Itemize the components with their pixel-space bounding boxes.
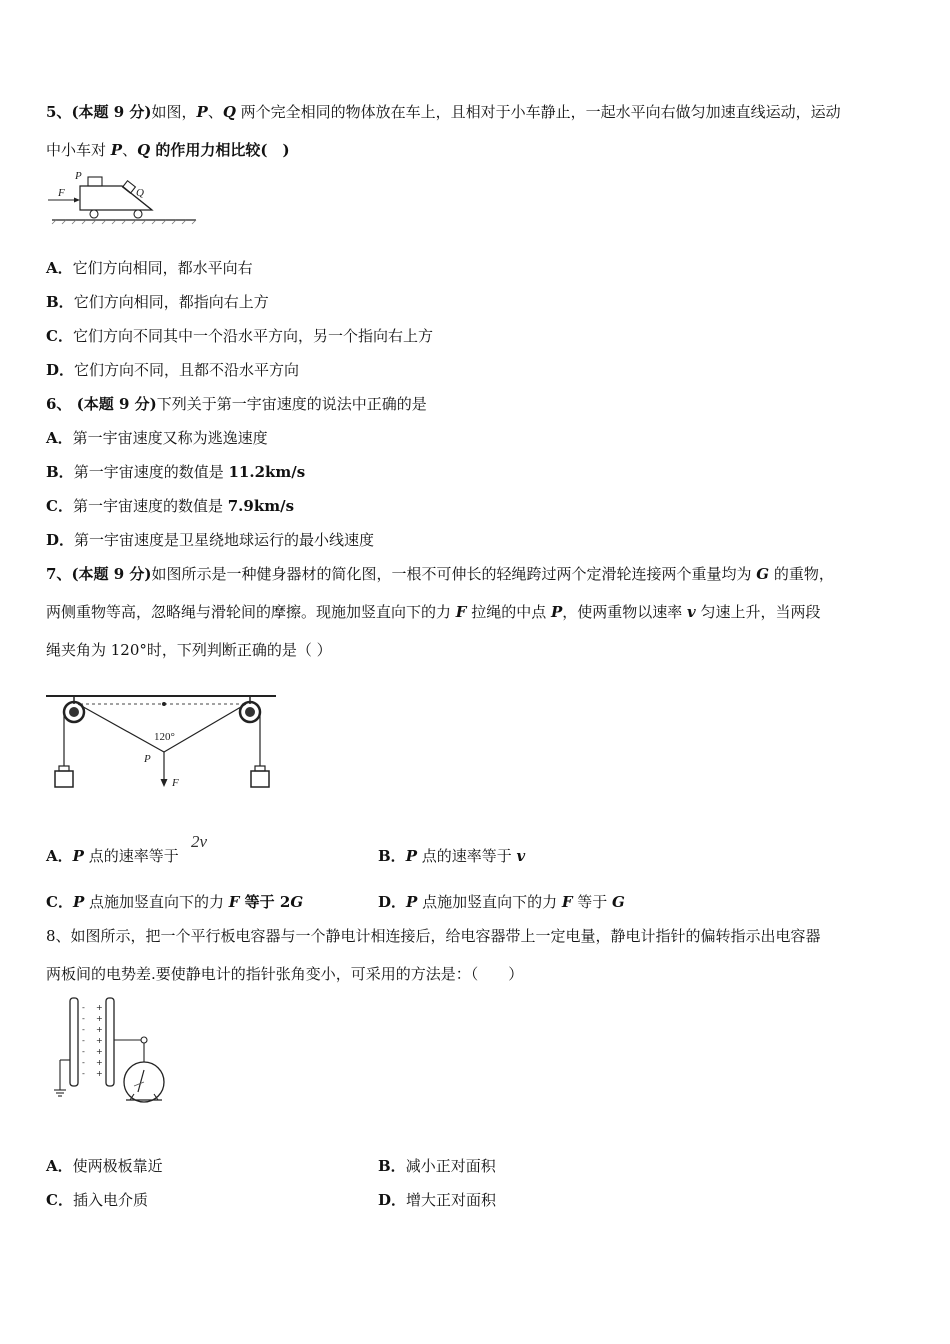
q6-option-a[interactable]	[46, 428, 268, 448]
option-text: 它们方向相同，都指向右上方	[73, 293, 269, 311]
q8-option-a[interactable]	[46, 1156, 163, 1176]
q7-text: 两侧重物等高，忽略绳与滑轮间的摩擦。现施加竖直向下的力	[46, 603, 456, 621]
option-key: A．	[46, 847, 73, 865]
svg-text:-: -	[82, 1036, 85, 1045]
q5-sep: 、	[207, 103, 223, 121]
q8-number: 8、	[46, 927, 71, 945]
q7-v: v	[687, 603, 696, 621]
svg-text:+: +	[96, 1069, 103, 1078]
q6-option-b[interactable]	[46, 462, 305, 482]
option-text: 点的速率等于	[416, 847, 517, 865]
svg-text:-: -	[82, 1014, 85, 1023]
q8-option-d[interactable]	[378, 1190, 496, 1210]
q5-number: 5、	[46, 103, 72, 121]
q5-option-a[interactable]	[46, 258, 253, 278]
q6-option-c[interactable]	[46, 496, 294, 516]
q8-figure-capacitor	[46, 994, 186, 1104]
q5-sep2: 、	[122, 141, 138, 159]
q5-q2: Q	[137, 141, 151, 159]
svg-text:+: +	[96, 1047, 103, 1056]
q5-q: Q	[222, 103, 236, 121]
svg-text:+: +	[96, 1014, 103, 1023]
option-key: B．	[46, 463, 74, 481]
q5-option-c[interactable]	[46, 326, 433, 346]
q5-text2a: 中小车对	[46, 141, 111, 159]
svg-text:-: -	[82, 1025, 85, 1034]
q5-option-d[interactable]	[46, 360, 299, 380]
option-key: C．	[46, 327, 73, 345]
svg-text:-: -	[82, 1069, 85, 1078]
q7-option-d[interactable]	[378, 892, 625, 912]
option-value: 11.2km/s	[228, 463, 306, 481]
q7-text: 如图所示是一种健身器材的简化图，一根不可伸长的轻绳跨过两个定滑轮连接两个重量均为	[151, 565, 757, 583]
q5-text-rest: 两个完全相同的物体放在车上，且相对于小车静止，一起水平向右做匀加速直线运动，运动	[235, 103, 841, 121]
q7-fig-label-f: F	[172, 777, 179, 789]
option-text: 第一宇宙速度又称为逃逸速度	[72, 429, 268, 447]
q7-option-b[interactable]	[378, 846, 525, 866]
option-v: v	[516, 847, 526, 865]
svg-text:+: +	[96, 1025, 103, 1034]
option-p: P	[406, 893, 418, 911]
option-key: D．	[378, 1191, 407, 1209]
svg-text:-: -	[82, 1003, 85, 1012]
q5-option-b[interactable]	[46, 292, 269, 312]
option-p: P	[72, 847, 84, 865]
q6-stem	[46, 394, 427, 414]
option-text: 等于 2	[239, 893, 291, 911]
q7-stem-line1	[46, 564, 834, 584]
q7-points: (本题 9 分)	[71, 565, 152, 583]
q5-fig-label-f: F	[58, 187, 65, 199]
option-text: 它们方向不同，且都不沿水平方向	[74, 361, 300, 379]
option-key: C．	[46, 497, 73, 515]
option-key: D．	[378, 893, 407, 911]
option-text: 点施加竖直向下的力	[417, 893, 562, 911]
q7-figure-pulleys	[44, 688, 278, 800]
q7-option-a[interactable]	[46, 846, 179, 866]
q8-stem-line1	[46, 926, 821, 946]
q5-stem-line2	[46, 140, 290, 160]
q7-g: G	[756, 565, 770, 583]
q7-fig-label-p: P	[144, 753, 151, 765]
svg-text:-: -	[82, 1047, 85, 1056]
option-f: F	[561, 893, 573, 911]
option-key: C．	[46, 1191, 73, 1209]
option-key: C．	[46, 893, 73, 911]
option-text: 第一宇宙速度的数值是	[72, 497, 228, 515]
svg-text:-: -	[82, 1058, 85, 1067]
option-key: A．	[46, 1157, 73, 1175]
option-g: G	[290, 893, 304, 911]
q5-text2b: 的作用力相比较( )	[150, 141, 290, 159]
q8-option-b[interactable]	[378, 1156, 496, 1176]
q7-stem-line2	[46, 602, 821, 622]
q7-number: 7、	[46, 565, 72, 583]
q7-text: 匀速上升，当两段	[695, 603, 821, 621]
option-g: G	[612, 893, 625, 911]
q7-text: 的重物，	[769, 565, 834, 583]
q5-fig-label-q: Q	[136, 187, 144, 199]
q7-p: P	[550, 603, 563, 621]
q7-text: 绳夹角为 120°时，下列判断正确的是（ ）	[46, 641, 332, 659]
q5-text: 如图，	[151, 103, 197, 121]
option-text: 第一宇宙速度是卫星绕地球运行的最小线速度	[74, 531, 375, 549]
q6-number: 6、	[46, 395, 72, 413]
q5-p: P	[196, 103, 208, 121]
option-value: 7.9km/s	[227, 497, 295, 515]
q7-option-a-value: 2v	[191, 832, 208, 851]
q5-p2: P	[110, 141, 123, 159]
q8-text: 两板间的电势差.要使静电计的指针张角变小，可采用的方法是：（ ）	[46, 965, 524, 983]
q7-fig-label-angle: 120°	[154, 731, 175, 743]
option-text: 减小正对面积	[405, 1157, 496, 1175]
q5-figure-cart	[44, 168, 204, 226]
option-text: 点施加竖直向下的力	[84, 893, 229, 911]
option-text: 增大正对面积	[406, 1191, 497, 1209]
q8-stem-line2	[46, 964, 523, 984]
option-key: B．	[46, 293, 74, 311]
q5-points: (本题 9 分)	[71, 103, 152, 121]
q5-fig-label-p: P	[75, 170, 82, 182]
option-text: 等于	[572, 893, 613, 911]
svg-text:+: +	[96, 1003, 103, 1012]
option-key: D．	[46, 361, 75, 379]
q6-option-d[interactable]	[46, 530, 374, 550]
option-key: A．	[46, 259, 73, 277]
option-p: P	[405, 847, 417, 865]
option-f: F	[228, 893, 240, 911]
q7-f: F	[455, 603, 467, 621]
q8-text: 如图所示，把一个平行板电容器与一个静电计相连接后，给电容器带上一定电量，静电计指针的偏转指示出电容器	[70, 927, 821, 945]
q7-option-c[interactable]	[46, 892, 303, 912]
q7-text: 拉绳的中点	[466, 603, 551, 621]
option-p: P	[72, 893, 85, 911]
q7-text: ，使两重物以速率	[562, 603, 688, 621]
option-key: B．	[378, 847, 406, 865]
option-text: 点的速率等于	[83, 847, 179, 865]
q5-stem-line1	[46, 102, 841, 122]
q6-text: 下列关于第一宇宙速度的说法中正确的是	[156, 395, 427, 413]
option-key: D．	[46, 531, 75, 549]
q6-points: (本题 9 分)	[71, 395, 157, 413]
option-text: 插入电介质	[72, 1191, 148, 1209]
option-text: 它们方向相同，都水平向右	[72, 259, 253, 277]
q8-option-c[interactable]	[46, 1190, 148, 1210]
option-text: 它们方向不同其中一个沿水平方向，另一个指向右上方	[72, 327, 433, 345]
option-text: 第一宇宙速度的数值是	[73, 463, 229, 481]
svg-text:+: +	[96, 1036, 103, 1045]
option-key: B．	[378, 1157, 406, 1175]
svg-text:+: +	[96, 1058, 103, 1067]
option-key: A．	[46, 429, 73, 447]
option-text: 使两极板靠近	[72, 1157, 163, 1175]
q7-stem-line3	[46, 640, 332, 660]
